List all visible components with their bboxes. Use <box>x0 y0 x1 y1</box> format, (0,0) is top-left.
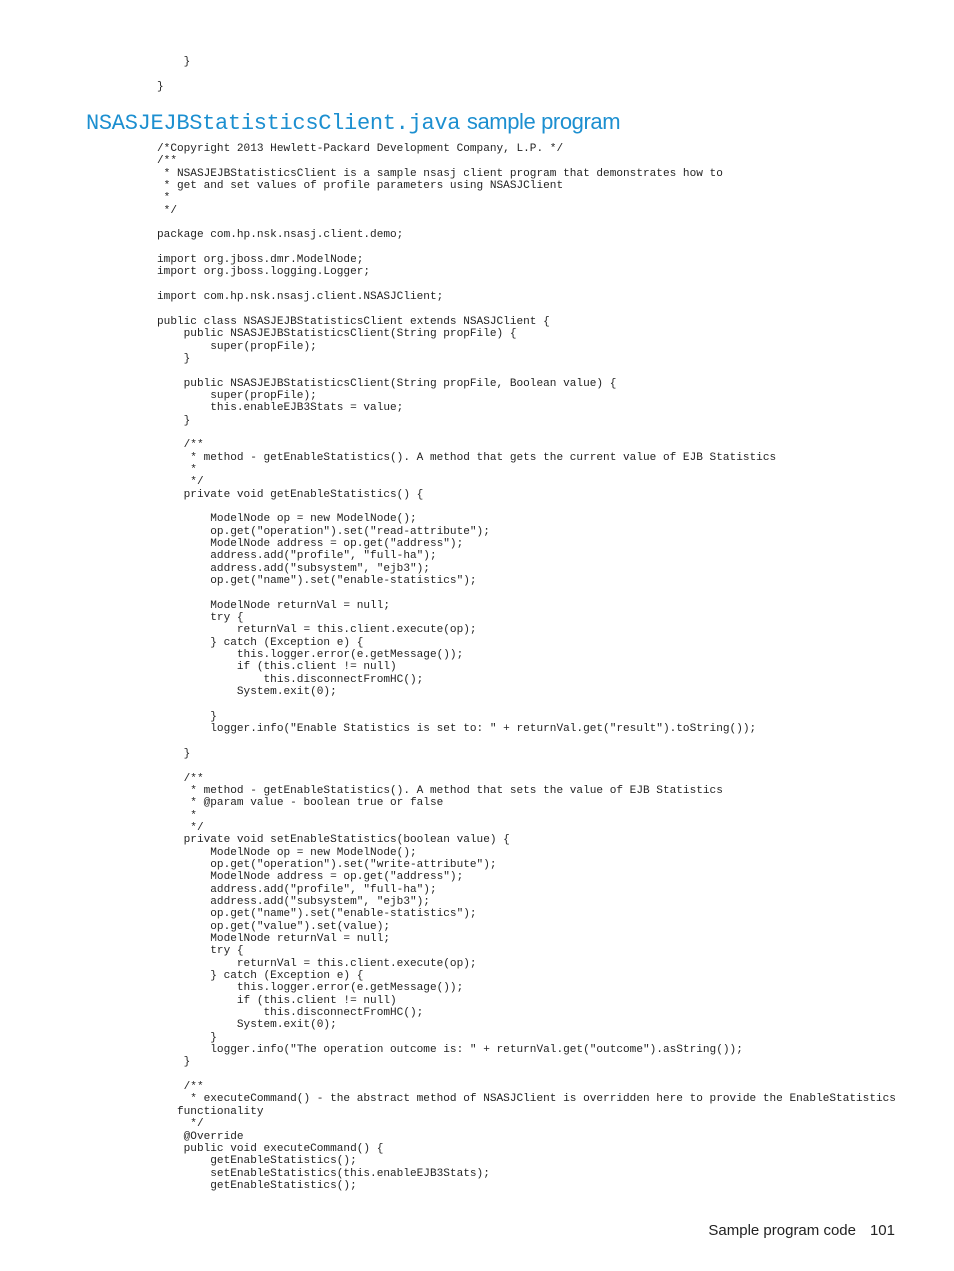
section-heading <box>86 108 620 136</box>
page-footer <box>708 1222 895 1239</box>
page-number: 101 <box>869 1222 895 1239</box>
code-listing-continuation: } } <box>157 56 191 93</box>
heading-suffix: sample program <box>466 109 621 134</box>
code-listing: /*Copyright 2013 Hewlett-Packard Development Company, L.P. */ /** * NSASJEJBStatisticsClient is a sample nsasj client program that demonstrates how to * get and set values of profile parameters using NSASJClient * */ package com.hp.nsk.nsasj.client.demo; import org.jboss.dmr.ModelNode; import org.jboss.logging.Logger; import com.hp.nsk.nsasj.client.NSASJClient; public class NSASJEJBStatisticsClient extends NSASJClient { public NSASJEJBStatisticsClient(String propFile) { super(propFile); } public NSASJEJBStatisticsClient(String propFile, Boolean value) { super(propFile); this.enableEJB3Stats = value; } /** * method - getEnableStatistics(). A method that gets the current value of EJB Statistics * */ private void getEnableStatistics() { ModelNode op = new ModelNode(); op.get("operation").set("read-attribute"); ModelNode address = op.get("address"); address.add("profile", "full-ha"); address.add("subsystem", "ejb3"); op.get("name").set("enable-statistics"); ModelNode returnVal = null; try { returnVal = this.client.execute(op); } catch (Exception e) { this.logger.error(e.getMessage()); if (this.client != null) this.disconnectFromHC(); System.exit(0); } logger.info("Enable Statistics is set to: " + returnVal.get("result").toString()); } /** * method - getEnableStatistics(). A method that sets the value of EJB Statistics * @param value - boolean true or false * */ private void setEnableStatistics(boolean value) { ModelNode op = new ModelNode(); op.get("operation").set("write-attribute"); ModelNode address = op.get("address"); address.add("profile", "full-ha"); address.add("subsystem", "ejb3"); op.get("name").set("enable-statistics"); op.get("value").set(value); ModelNode returnVal = null; try { returnVal = this.client.execute(op); } catch (Exception e) { this.logger.error(e.getMessage()); if (this.client != null) this.disconnectFromHC(); System.exit(0); } logger.info("The operation outcome is: " + returnVal.get("outcome").asString()); } /** * executeCommand() - the abstract method of NSASJClient is overridden here to provide the EnableStatistics functionality */ @Override public void executeCommand() { getEnableStatistics(); setEnableStatistics(this.enableEJB3Stats); getEnableStatistics(); <box>157 143 896 1192</box>
heading-class-name: NSASJEJBStatisticsClient.java <box>86 111 461 136</box>
footer-section-title: Sample program code <box>708 1222 856 1239</box>
